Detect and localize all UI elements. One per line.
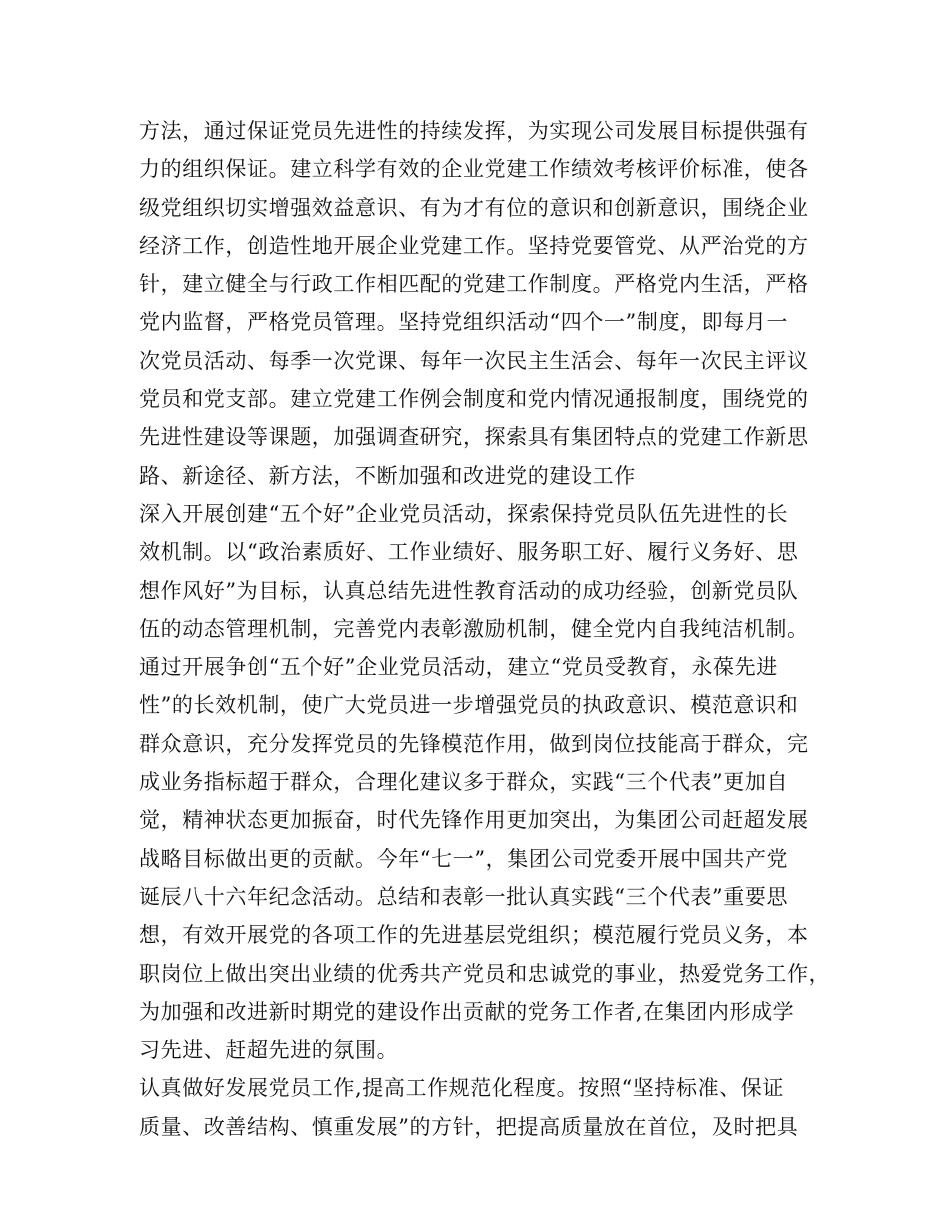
text-line: 觉，精神状态更加振奋，时代先锋作用更加突出，为集团公司赶超发展 [139, 808, 809, 833]
text-line: 先进性建设等课题，加强调查研究，探索具有集团特点的党建工作新思 [139, 425, 809, 450]
text-line: 成业务指标超于群众，合理化建议多于群众，实践“三个代表”更加自 [139, 770, 789, 795]
text-line: 党内监督，严格党员管理。坚持党组织活动“四个一”制度，即每月一 [139, 310, 789, 335]
text-line: 深入开展创建“五个好”企业党员活动，探索保持党员队伍先进性的长 [139, 501, 789, 526]
text-line: 诞辰八十六年纪念活动。总结和表彰一批认真实践“三个代表”重要思 [139, 884, 789, 909]
text-line: 次党员活动、每季一次党课、每年一次民主生活会、每年一次民主评议 [139, 348, 809, 373]
text-line: 党员和党支部。建立党建工作例会制度和党内情况通报制度，围绕党的 [139, 387, 809, 412]
text-line: 想作风好”为目标，认真总结先进性教育活动的成功经验，创新党员队 [139, 578, 799, 603]
text-line: 想，有效开展党的各项工作的先进基层党组织；模范履行党员义务，本 [139, 923, 809, 948]
text-line: 级党组织切实增强效益意识、有为才有位的意识和创新意识，围绕企业 [139, 195, 809, 220]
text-line: 群众意识，充分发挥党员的先锋模范作用，做到岗位技能高于群众，完 [139, 731, 809, 756]
text-line: 效机制。以“政治素质好、工作业绩好、服务职工好、履行义务好、思 [139, 540, 799, 565]
text-line: 路、新途径、新方法，不断加强和改进党的建设工作 [139, 463, 636, 488]
text-line: 职岗位上做出突出业绩的优秀共产党员和忠诚党的事业，热爱党务工作， [139, 961, 831, 986]
text-line: 通过开展争创“五个好”企业党员活动，建立“党员受教育，永葆先进 [139, 655, 778, 680]
text-line: 战略目标做出更的贡献。今年“七一”，集团公司党委开展中国共产党 [139, 846, 789, 871]
text-line: 为加强和改进新时期党的建设作出贡献的党务工作者,在集团内形成学 [139, 999, 795, 1024]
text-line: 伍的动态管理机制，完善党内表彰激励机制，健全党内自我纯洁机制。 [139, 616, 809, 641]
text-line: 质量、改善结构、慎重发展”的方针，把提高质量放在首位，及时把具 [139, 1114, 799, 1139]
text-line: 力的组织保证。建立科学有效的企业党建工作绩效考核评价标准，使各 [139, 157, 809, 182]
document-body [139, 112, 829, 1146]
text-line: 针，建立健全与行政工作相匹配的党建工作制度。严格党内生活，严格 [139, 272, 809, 297]
text-line: 习先进、赶超先进的氛围。 [139, 1038, 399, 1063]
text-line: 认真做好发展党员工作,提高工作规范化程度。按照“坚持标准、保证 [139, 1076, 785, 1101]
text-line: 性”的长效机制，使广大党员进一步增强党员的执政意识、模范意识和 [139, 693, 799, 718]
text-line: 经济工作，创造性地开展企业党建工作。坚持党要管党、从严治党的方 [139, 233, 809, 258]
text-line: 方法，通过保证党员先进性的持续发挥，为实现公司发展目标提供强有 [139, 119, 809, 143]
